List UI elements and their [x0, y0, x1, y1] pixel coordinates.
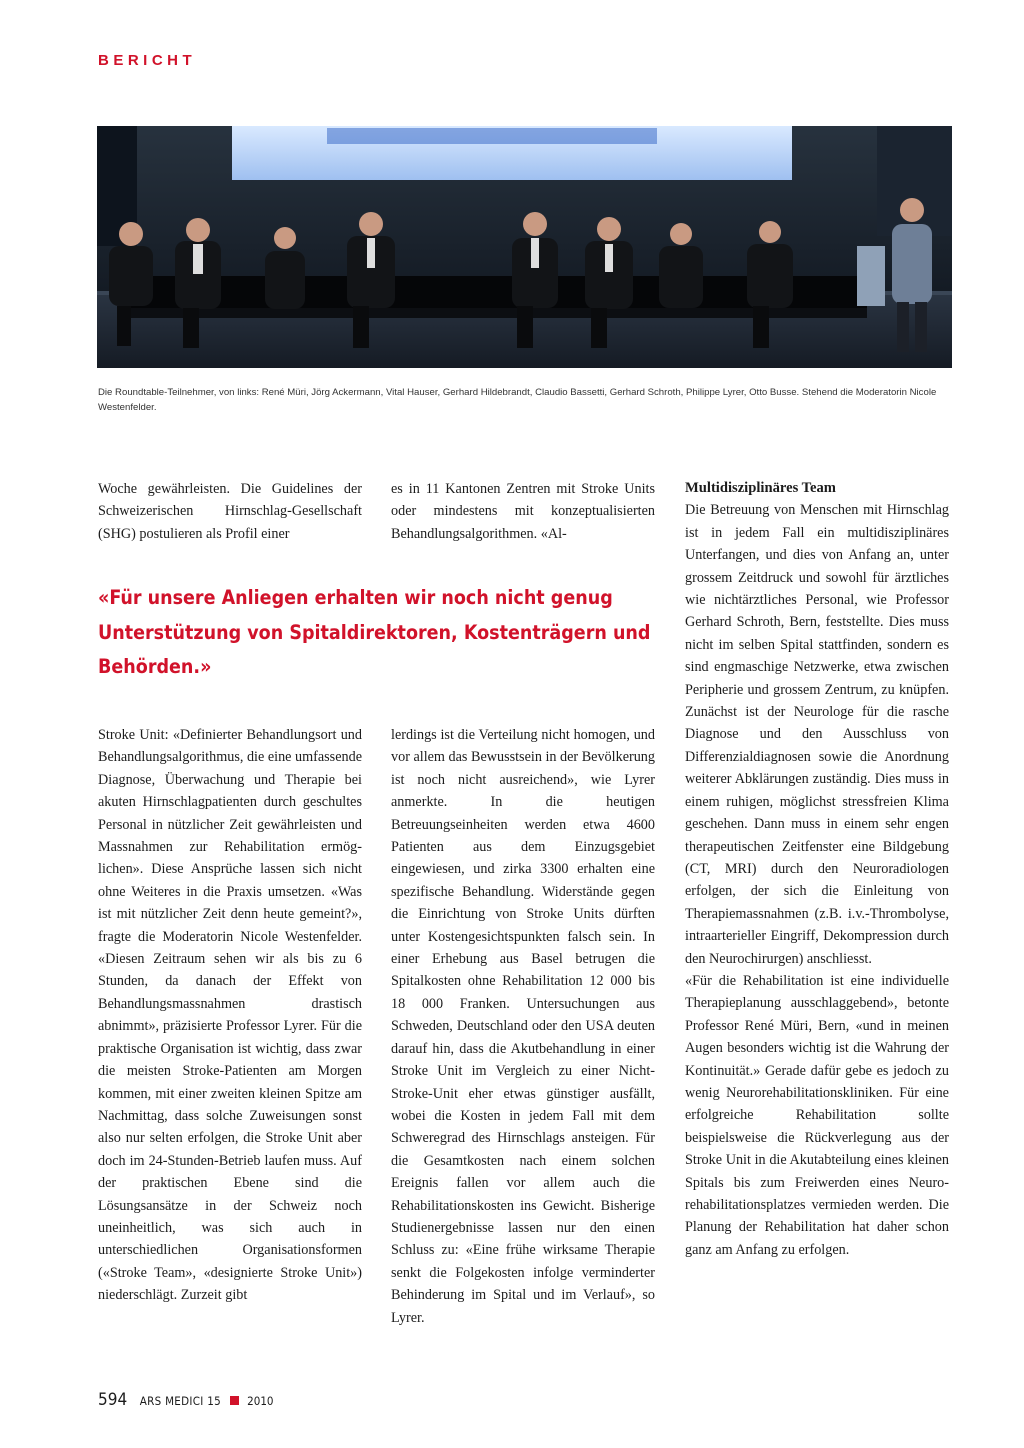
roundtable-photo	[97, 126, 952, 368]
issue-year: 2010	[247, 1394, 274, 1408]
section-label: BERICHT	[98, 52, 197, 69]
column-2-top	[391, 478, 655, 545]
paragraph: lerdings ist die Verteilung nicht homogen, und vor allem das Bewusstsein in der Bevölkerung ist noch nicht ausreichend», wie Lyrer anmerkte. In die heutigen Betreuungseinheiten werden etwa 4600 Patienten aus dem Einzugsgebiet eingewiesen, und zirka 3300 erhalten eine spezifische Behandlung. Widerstände gegen die Einrichtung von Stroke Units dürften unter Kostengesichtspunkten falsch sein. In einer Erhebung aus Basel betrugen die Spitalkosten ohne Rehabilitation 12 000 bis 18 000 Franken. Untersuchungen aus Schweden, Deutschland oder den USA deuten darauf hin, dass die Akutbehandlung in einer Stroke Unit im Vergleich zu einer Nicht-Stroke-Unit eher etwas günstiger ausfällt, wobei die Kosten in jedem Fall mit dem Schweregrad des Hirnschlags ansteigen. Für die Gesamtkosten nach einem solchen Ereignis fallen vor allem auch die Rehabilitationskosten ins Gewicht. Bisherige Studienergebnisse lassen nur den einen Schluss zu: «Eine frühe wirksame Therapie senkt die Folgekosten infolge verminderter Behinderung im Spital und im Verlauf», so Lyrer.	[391, 727, 655, 1326]
paragraph: Stroke Unit: «Definierter Behandlungsort und Behandlungsalgorithmus, die eine umfassende Diagnose, Überwachung und Therapie bei akuten Hirnschlagpatienten durch geschultes Personal in nützlicher Zeit gewährleisten und Massnahmen zur Rehabilitation ermöglichen». Diese Ansprüche lassen sich nicht ohne Weiteres in die Praxis umsetzen. «Was ist mit nützlicher Zeit denn heute gemeint?», fragte die Moderatorin Nicole Westenfelder. «Diesen Zeitraum sehen wir als bis zu 6 Stunden, da danach der Effekt von Behandlungsmassnahmen drastisch abnimmt», präzisierte Professor Lyrer. Für die praktische Organisation ist wichtig, dass zwar die meisten Stroke-Patienten am Morgen kommen, mit einer zweiten kleinen Spitze am Nachmittag, dass solche Zuweisungen sonst also nur selten erfolgen, die Stroke Unit aber doch im 24-Stunden-Betrieb laufen muss. Auf der praktischen Ebene sind die Lösungsansätze in der Schweiz noch uneinheitlich, was sich auch in unterschiedlichen Organisationsformen («Stroke Team», «designierte Stroke Unit») niederschlägt. Zurzeit gibt	[98, 727, 362, 1304]
paragraph: es in 11 Kantonen Zentren mit Stroke Units oder mindestens mit konzeptualisierten Behandlungsalgorithmen. «Al-	[391, 481, 655, 542]
column-2-bottom	[391, 724, 655, 1329]
pull-quote: «Für unsere Anliegen erhalten wir noch nicht genug Unterstützung von Spitaldirektoren, Kostenträgern und Behörden.»	[98, 586, 651, 678]
paragraph: «Für die Rehabilitation ist eine individuelle Therapieplanung ausschlaggebend», betonte Professor René Müri, Bern, «und in meinen Augen besonders wichtig ist die Wahrung der Kontinuität.» Gerade dafür gebe es jedoch zu wenig Neurorehabilitationskliniken. Für eine erfolgreiche Rehabilitation sollte beispielsweise die Rückverlegung aus der Stroke Unit in die Akutabteilung eines kleinen Spitals bis zum Freiwerden eines Neurorehabilitationsplatzes vermieden werden. Die Planung der Rehabilitation hat daher schon ganz am Anfang zu erfolgen.	[685, 972, 949, 1258]
column-1-top	[98, 478, 362, 545]
page-number: 594	[98, 1390, 128, 1410]
column-3	[685, 477, 949, 1261]
paragraph: Die Betreuung von Menschen mit Hirnschlag ist in jedem Fall ein multidisziplinäres Unterfangen, und dies von Anfang an, unter grossem Zeitdruck und sowohl für ärztliches wie nichtärztliches Personal, wie Professor Gerhard Schroth, Bern, feststellte. Dies muss nicht im selben Spital stattfinden, sondern es sind engmaschige Netzwerke, etwa zwischen Peripherie und grossem Zentrum, zu knüpfen. Zunächst ist der Neurologe für die rasche Diagnose und den Ausschluss von Differenzialdiagnosen sowie die Anordnung weiterer Abklärungen zuständig. Dies muss in einem ruhigen, möglichst stressfreien Klima geschehen. Dann muss in einem sehr engen therapeutischen Zeitfenster eine Bildgebung (CT, MRI) durch den Neuroradiologen erfolgen, der sich die Einleitung von Therapiemassnahmen (z.B. i.v.-Thrombolyse, intraarterieller Eingriff, Dekompression durch den Neurochirurgen) anschliesst.	[685, 502, 949, 967]
photo-caption: Die Roundtable-Teilnehmer, von links: René Müri, Jörg Ackermann, Vital Hauser, Gerhard Hildebrandt, Claudio Bassetti, Gerhard Schroth, Philippe Lyrer, Otto Busse. Stehend die Moderatorin Nicole Westenfelder.	[98, 387, 937, 413]
page-footer	[98, 1390, 273, 1410]
column-1-bottom	[98, 724, 362, 1307]
subheading: Multidisziplinäres Team	[685, 480, 836, 496]
journal-name: ARS MEDICI 15	[139, 1394, 221, 1408]
red-square-icon	[230, 1396, 239, 1405]
paragraph: Woche gewährleisten. Die Guidelines der Schweizerischen Hirnschlag-Gesellschaft (SHG) postulieren als Profil einer	[98, 481, 362, 542]
